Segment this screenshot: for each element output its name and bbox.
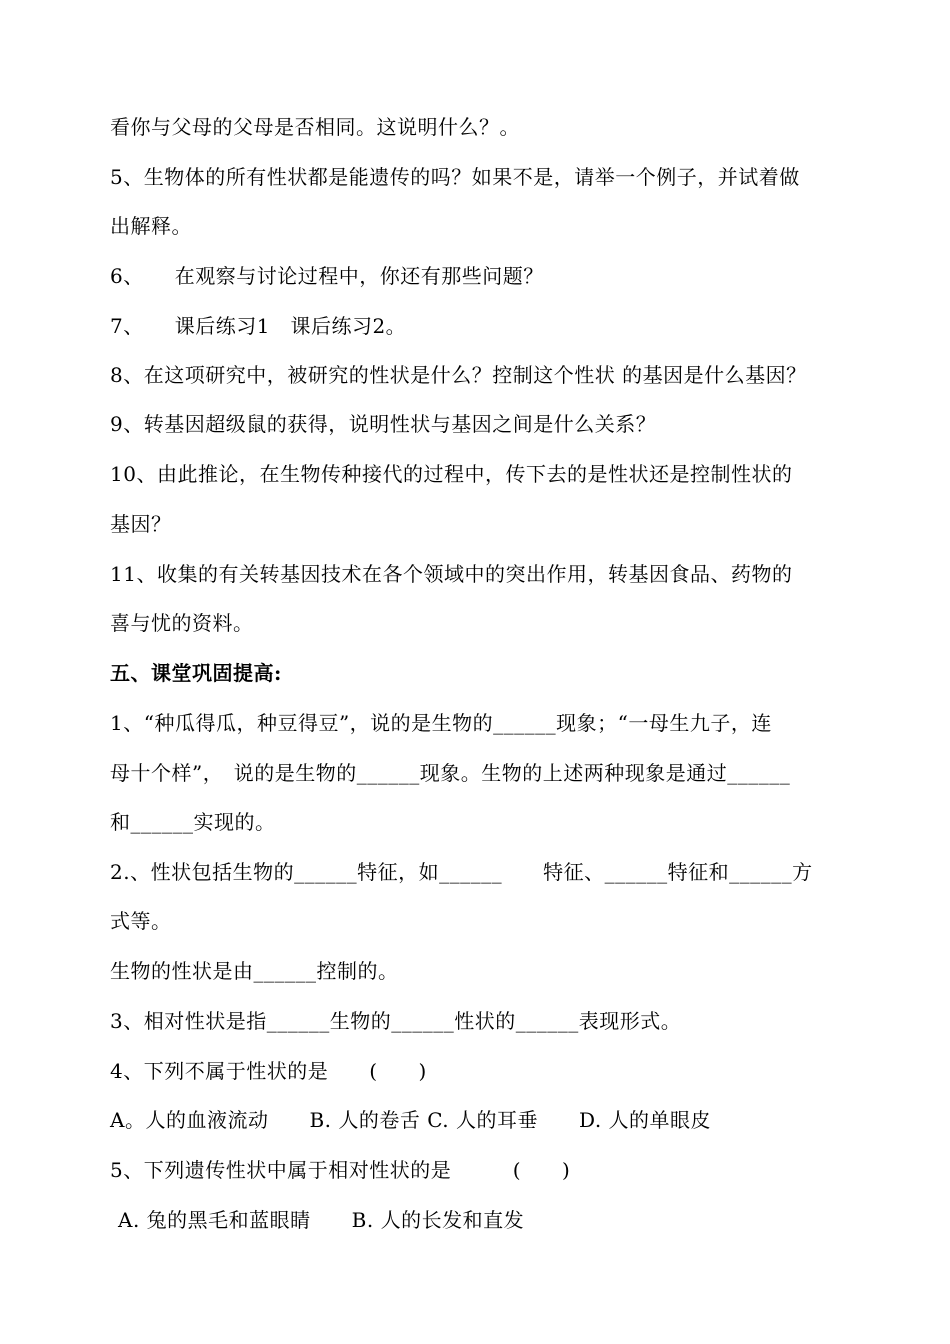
question-10: 10、由此推论，在生物传种接代的过程中，传下去的是性状还是控制性状的 [110, 462, 793, 486]
exercise-2: 2.、性状包括生物的______特征，如______ 特征、______特征和______方 [110, 860, 813, 884]
question-7: 7、 课后练习1 课后练习2。 [110, 314, 407, 338]
exercise-1: 1、“种瓜得瓜，种豆得豆”，说的是生物的______现象；“一母生九子，连 [110, 711, 772, 735]
section-heading: 五、课堂巩固提高: [110, 661, 282, 685]
exercise-3: 3、相对性状是指______生物的______性状的______表现形式。 [110, 1009, 682, 1033]
text-line: 出解释。 [110, 214, 192, 238]
text-line: 基因？ [110, 512, 172, 536]
exercise-5: 5、下列遗传性状中属于相对性状的是 ( ) [110, 1158, 571, 1182]
question-8: 8、在这项研究中，被研究的性状是什么？控制这个性状 的基因是什么基因？ [110, 363, 807, 387]
exercise-5-options: A. 兔的黑毛和蓝眼睛 B. 人的长发和直发 [118, 1208, 525, 1232]
exercise-4: 4、下列不属于性状的是 ( ) [110, 1059, 427, 1083]
exercise-4-options: A。人的血液流动 B. 人的卷舌 C. 人的耳垂 D. 人的单眼皮 [110, 1108, 712, 1132]
question-11: 11、收集的有关转基因技术在各个领域中的突出作用，转基因食品、药物的 [110, 562, 793, 586]
text-line: 母十个样”， 说的是生物的______现象。生物的上述两种现象是通过______ [110, 761, 791, 785]
text-line: 喜与忧的资料。 [110, 611, 254, 635]
question-6: 6、 在观察与讨论过程中，你还有那些问题？ [110, 264, 544, 288]
text-line: 生物的性状是由______控制的。 [110, 959, 399, 983]
text-line: 看你与父母的父母是否相同。这说明什么？。 [110, 115, 520, 139]
text-line: 和______实现的。 [110, 810, 276, 834]
question-9: 9、转基因超级鼠的获得，说明性状与基因之间是什么关系？ [110, 412, 657, 436]
text-line: 式等。 [110, 909, 172, 933]
question-5: 5、生物体的所有性状都是能遗传的吗？如果不是，请举一个例子，并试着做 [110, 165, 800, 189]
